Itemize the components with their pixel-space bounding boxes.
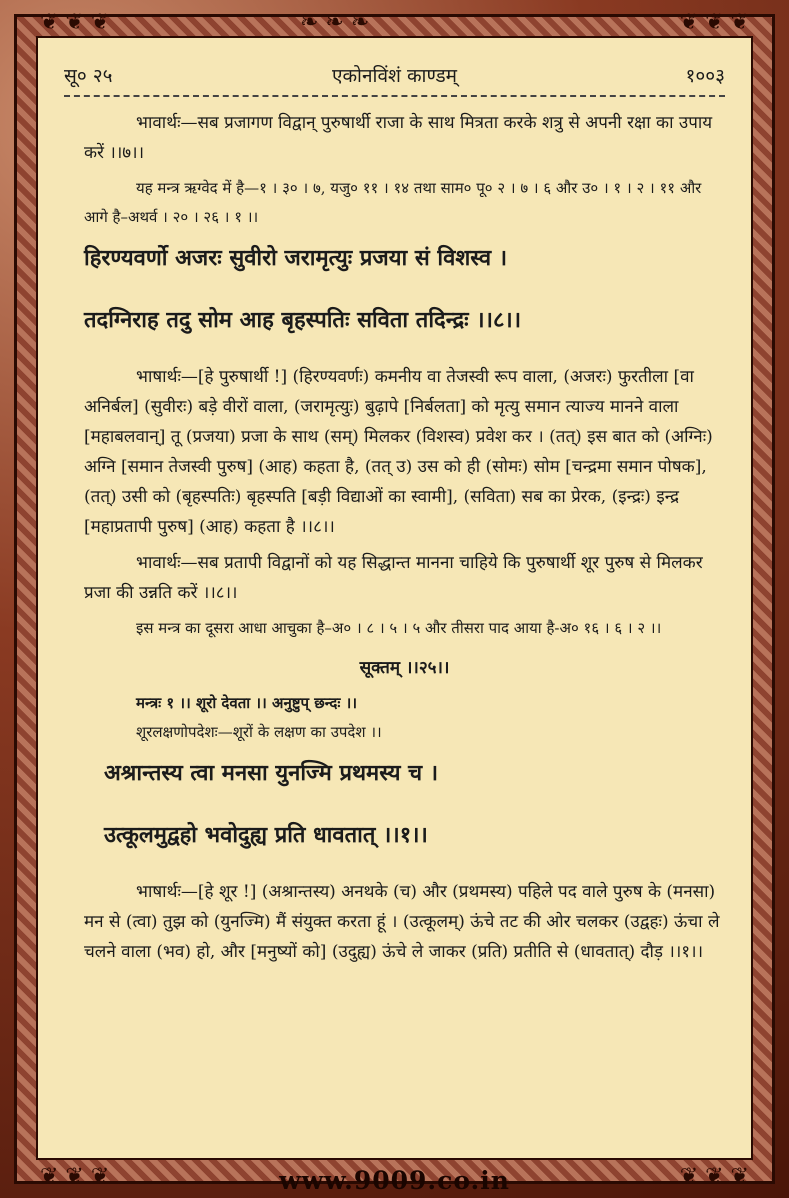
mantra-8-line-1: हिरण्यवर्णो अजरः सुवीरो जरामृत्युः प्रजया सं विशस्व । xyxy=(84,245,508,271)
page-header xyxy=(64,58,725,92)
bhashartha-8: भाषार्थः—[हे पुरुषार्थी !] (हिरण्यवर्णः) कमनीय वा तेजस्वी रूप वाला, (अजरः) फुरतीला [वा अनिर्बल] (सुवीरः) बड़े वीरों वाला, (जरामृत्युः) बुढ़ापे [निर्बलता] को मृत्यु समान त्याज्य मानने वाला [महाबलवान्] तू (प्रजया) प्रजा के साथ (सम्) मिलकर (विशस्व) प्रवेश कर । (तत्) इस बात को (अग्निः) अग्नि [समान तेजस्वी पुरुष] (आह) कहता है, (तत् उ) उस को ही (सोमः) सोम [चन्द्रमा समान पोषक], (तत्) उसी को (बृहस्पतिः) बृहस्पति [बड़ी विद्याओं का स्वामी], (सविता) सब का प्रेरक, (इन्द्रः) इन्द्र [महाप्रतापी पुरुष] (आह) कहता है ।।८।। xyxy=(84,367,713,537)
mantra-1-line-2: उत्कूलमुद्वहो भवोदुह्य प्रति धावतात् ।।१।। xyxy=(104,822,428,848)
kanda-title: एकोनविंशं काण्डम् xyxy=(331,65,458,87)
upadesh-line: शूरलक्षणोपदेशः—शूरों के लक्षण का उपदेश ।। xyxy=(136,723,382,741)
reference-note-7: यह मन्त्र ऋग्वेद में है—१ । ३० । ७, यजु० ११ । १४ तथा साम० पू० २ । ७ । ६ और उ० । १ । २ । ११ और आगे है–अथर्व । २० । २६ । १ ।। xyxy=(84,179,702,226)
page-content xyxy=(84,108,725,967)
sukta-number: सू० २५ xyxy=(64,65,113,87)
website-watermark: www.9009.co.in xyxy=(279,1166,510,1195)
scroll-ornament-icon: ❦ ❦ ❦ xyxy=(40,1164,110,1189)
scroll-ornament-icon: ❦ ❦ ❦ xyxy=(679,1164,749,1189)
book-page xyxy=(36,36,753,1160)
bhavarth-7: भावार्थः—सब प्रजागण विद्वान् पुरुषार्थी राजा के साथ मित्रता करके शत्रु से अपनी रक्षा का उपाय करें ।।७।। xyxy=(84,113,713,163)
bhavarth-8: भावार्थः—सब प्रतापी विद्वानों को यह सिद्धान्त मानना चाहिये कि पुरुषार्थी शूर पुरुष से मिलकर प्रजा की उन्नति करें ।।८।। xyxy=(84,553,703,603)
scroll-ornament-icon: ❧ ❧ ❧ xyxy=(300,10,370,35)
sukta-title: सूक्तम् ।।२५।। xyxy=(359,658,450,678)
scroll-ornament-icon: ❦ ❦ ❦ xyxy=(40,10,110,35)
header-divider xyxy=(64,95,725,97)
sukta-meta: मन्त्रः १ ।। शूरो देवता ।। अनुष्टुप् छन्दः ।। xyxy=(136,694,358,712)
reference-note-8: इस मन्त्र का दूसरा आधा आचुका है–अ० । ८ । ५ । ५ और तीसरा पाद आया है-अ० १६ । ६ । २ ।। xyxy=(136,619,662,637)
mantra-8-line-2: तदग्निराह तदु सोम आह बृहस्पतिः सविता तदिन्द्रः ।।८।। xyxy=(84,307,522,333)
scroll-ornament-icon: ❦ ❦ ❦ xyxy=(679,10,749,35)
page-number: १००३ xyxy=(685,65,725,87)
mantra-1-line-1: अश्रान्तस्य त्वा मनसा युनज्मि प्रथमस्य च । xyxy=(104,760,439,786)
bhashartha-1: भाषार्थः—[हे शूर !] (अश्रान्तस्य) अनथके (च) और (प्रथमस्य) पहिले पद वाले पुरुष के (मनसा) मन से (त्वा) तुझ को (युनज्मि) मैं संयुक्त करता हूं । (उत्कूलम्) ऊंचे तट की ओर चलकर (उद्वहः) ऊंचा ले चलने वाला (भव) हो, और [मनुष्यों को] (उदुह्य) ऊंचे ले जाकर (प्रति) प्रतीति से (धावतात्) दौड़ ।।१।। xyxy=(84,882,720,962)
